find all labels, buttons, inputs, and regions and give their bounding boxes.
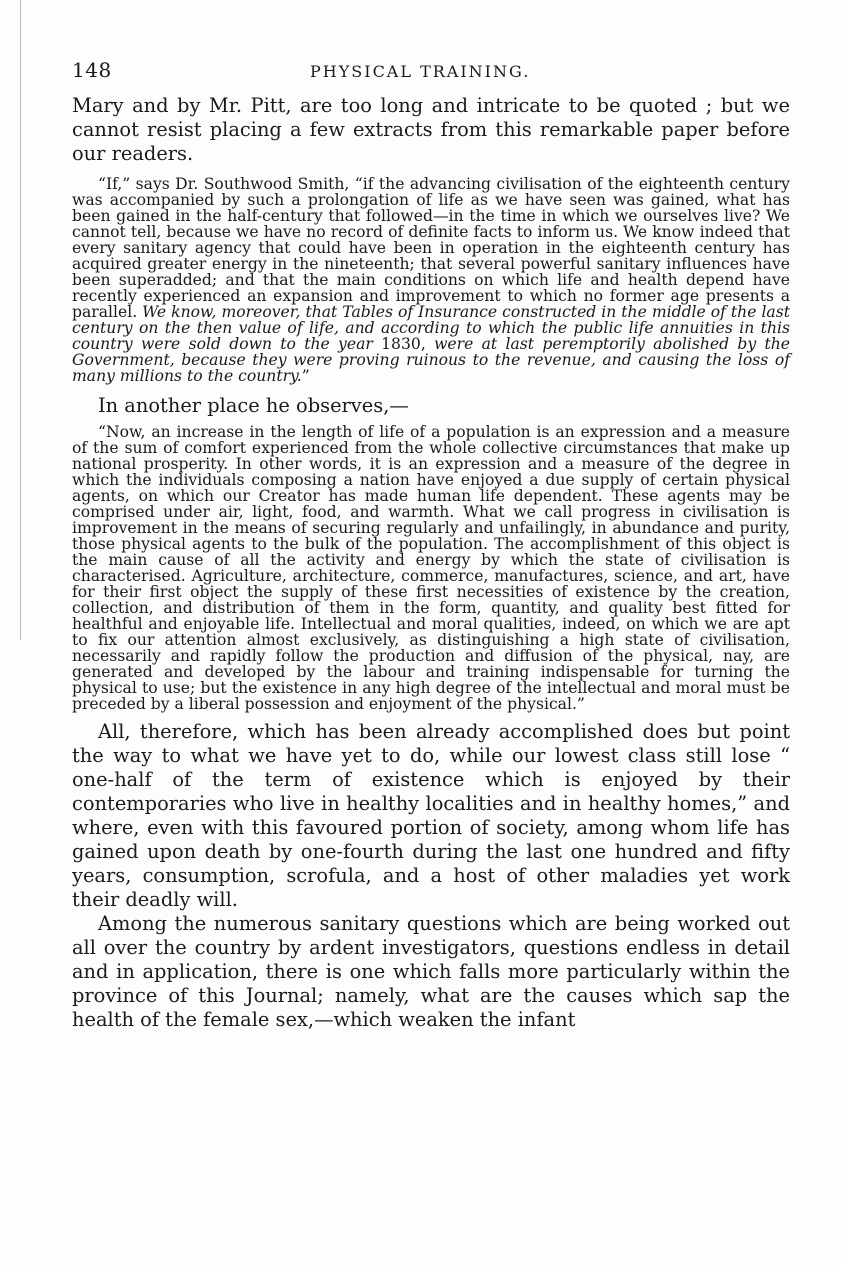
quote-1-italic-a: We know, moreover, that Tables of Insurance constructed in the middle of the last century on the then value of life, and according to which the public life annuities in this country were sold down to the year xyxy=(72,303,790,353)
margin-rule xyxy=(20,0,21,640)
quote-1-italic-b: were at last peremptorily abolished by the Government, because they were proving ruinous to the revenue, and causing the loss of many millions to the country. xyxy=(72,335,790,385)
quote-1-year: 1830, xyxy=(381,335,426,353)
page xyxy=(72,58,790,1032)
page-header xyxy=(72,58,790,94)
quote-1-text: “If,” says Dr. Southwood Smith, “if the advancing civilisation of the eighteenth century was accompanied by such a prolongation of life as we have seen was gained, what has been gained in the half-century that followed—in the time in which we ourselves live? We cannot tell, because we have no record of definite facts to inform us. We know indeed that every sanitary agency that could have been in operation in the eighteenth century has acquired greater energy in the nineteenth; that several powerful sanitary influences have been superadded; and that the main conditions on which life and health depend have recently experienced an expansion and improvement to which no former age presents a parallel. xyxy=(72,175,790,321)
quote-1-close: ” xyxy=(301,367,310,385)
paragraph-1: Mary and by Mr. Pitt, are too long and intricate to be quoted ; but we cannot resist placing a few extracts from this remarkable paper before our readers. xyxy=(72,94,790,165)
paragraph-2: In another place he observes,— xyxy=(98,394,409,417)
paragraph-4: Among the numerous sanitary questions which are being worked out all over the country by ardent investigators, questions endless in detail and in application, there is one which falls more particularly within the province of this Journal; namely, what are the causes which sap the health of the female sex,—which weaken the infant xyxy=(72,912,790,1031)
running-title: PHYSICAL TRAINING. xyxy=(310,62,531,81)
page-number: 148 xyxy=(72,58,112,82)
quote-southwood-smith-1 xyxy=(72,176,790,384)
quote-southwood-smith-2: “Now, an increase in the length of life of a population is an expression and a measure of the sum of comfort experienced from the whole collective circumstances that make up national prosperity. In other words, it is an expression and a measure of the degree in which the individuals composing a nation have enjoyed a due supply of certain physical agents, on which our Creator has made human life dependent. These agents may be comprised under air, light, food, and warmth. What we call progress in civilisation is improvement in the means of securing regularly and unfailingly, in abundance and purity, those physical agents to the bulk of the population. The accomplishment of this object is the main cause of all the activity and energy by which the state of civilisation is characterised. Agriculture, architecture, commerce, manufactures, science, and art, have for their first object the supply of these first necessities of existence by the creation, collection, and distribution of them in the form, quantity, and quality best fitted for healthful and enjoyable life. Intellectual and moral qualities, indeed, on which we are apt to fix our attention almost exclusively, as distinguishing a high state of civilisation, necessarily and rapidly follow the production and diffusion of the physical, nay, are generated and developed by the labour and training indispensable for turning the physical to use; but the existence in any high degree of the intellectual and moral must be preceded by a liberal possession and enjoyment of the physical.” xyxy=(72,423,790,713)
paragraph-3: All, therefore, which has been already accomplished does but point the way to what we have yet to do, while our lowest class still lose “ one-half of the term of existence which is enjoyed by their contemporaries who live in healthy localities and in healthy homes,” and where, even with this favoured portion of society, among whom life has gained upon death by one-fourth during the last one hundred and fifty years, consumption, scrofula, and a host of other maladies yet work their deadly will. xyxy=(72,720,790,911)
